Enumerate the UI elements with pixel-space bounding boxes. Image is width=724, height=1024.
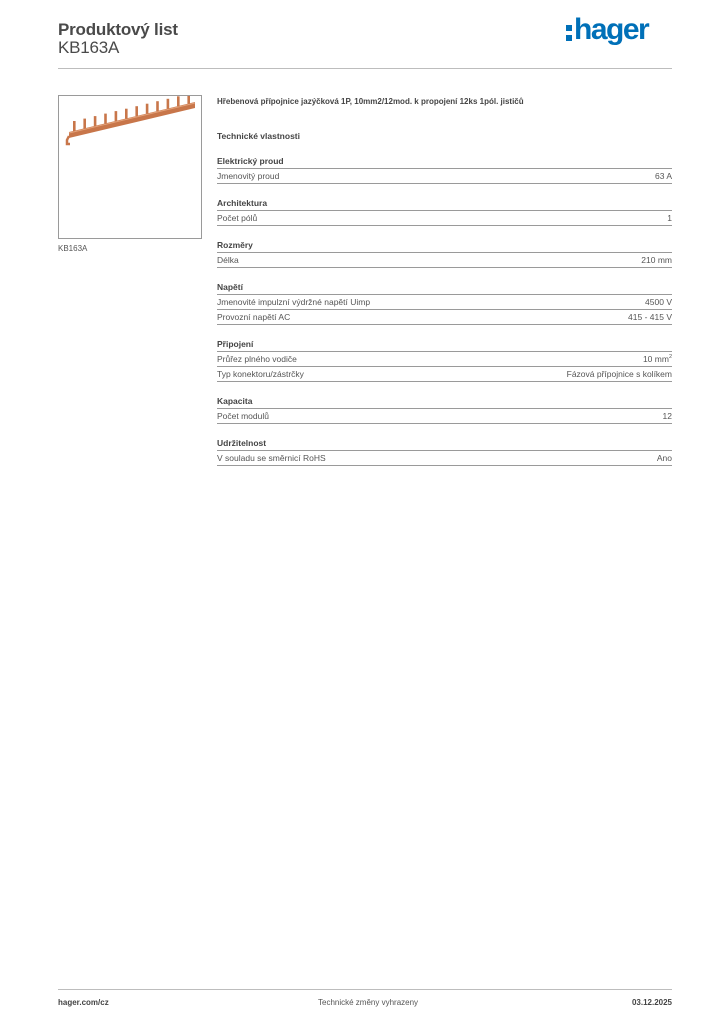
section-title: Udržitelnost	[217, 437, 672, 451]
busbar-pin	[177, 96, 180, 106]
spec-value-text: 1	[667, 213, 672, 223]
spec-label: Průřez plného vodiče	[217, 354, 297, 364]
product-code: KB163A	[58, 38, 120, 57]
spec-row	[217, 352, 672, 367]
comb-busbar-icon	[59, 96, 201, 238]
busbar-highlight	[69, 103, 195, 133]
spec-value-text: 12	[662, 411, 672, 421]
busbar-pin	[73, 121, 76, 131]
spec-value	[657, 451, 672, 465]
spec-row	[217, 295, 672, 310]
spec-row	[217, 169, 672, 184]
image-caption: KB163A	[58, 244, 88, 253]
spec-sections	[217, 155, 672, 466]
document-title: Produktový list	[58, 20, 178, 39]
spec-section	[217, 437, 672, 466]
busbar-pin	[156, 101, 159, 111]
spec-label: Délka	[217, 255, 239, 265]
spec-row	[217, 451, 672, 466]
spec-value	[663, 409, 672, 423]
section-title: Kapacita	[217, 395, 672, 409]
spec-value	[567, 367, 672, 381]
spec-value-text: 415 - 415 V	[628, 312, 672, 322]
spec-value-text: 210 mm	[641, 255, 672, 265]
spec-row	[217, 409, 672, 424]
busbar-pin	[94, 116, 97, 126]
busbar-pin	[115, 111, 118, 121]
spec-section	[217, 197, 672, 226]
section-title: Rozměry	[217, 239, 672, 253]
section-title: Napětí	[217, 281, 672, 295]
spec-row	[217, 253, 672, 268]
footer-website[interactable]: hager.com/cz	[58, 998, 109, 1007]
spec-value	[628, 310, 672, 324]
spec-row	[217, 211, 672, 226]
section-title: Připojení	[217, 338, 672, 352]
spec-section	[217, 395, 672, 424]
hager-logo	[566, 13, 658, 47]
spec-row	[217, 367, 672, 382]
section-title: Elektrický proud	[217, 155, 672, 169]
spec-label: Typ konektoru/zástrčky	[217, 369, 304, 379]
spec-value-text: 4500 V	[645, 297, 672, 307]
spec-value	[645, 295, 672, 309]
busbar-pin	[125, 109, 128, 119]
spec-label: Počet pólů	[217, 213, 258, 223]
spec-content	[217, 96, 672, 466]
spec-row	[217, 310, 672, 325]
footer-notice: Technické změny vyhrazeny	[318, 998, 419, 1007]
section-title: Architektura	[217, 197, 672, 211]
spec-label: Provozní napětí AC	[217, 312, 291, 322]
product-image	[58, 95, 202, 239]
spec-value-superscript: 2	[668, 354, 672, 361]
busbar-pin	[135, 106, 138, 116]
spec-value	[667, 211, 672, 225]
spec-value	[643, 352, 672, 366]
spec-label: Jmenovitý proud	[217, 171, 280, 181]
logo-dots-icon	[566, 25, 572, 43]
spec-section	[217, 281, 672, 325]
spec-value	[655, 169, 672, 183]
spec-label: Počet modulů	[217, 411, 269, 421]
tech-heading: Technické vlastnosti	[217, 131, 300, 141]
product-description: Hřebenová přípojnice jazýčková 1P, 10mm2/12mod. k propojení 12ks 1pól. jističů	[217, 97, 524, 106]
spec-value	[641, 253, 672, 267]
busbar-pin	[104, 114, 107, 124]
spec-label: V souladu se směrnicí RoHS	[217, 453, 326, 463]
busbar-end-hook	[67, 136, 70, 144]
header-divider	[58, 68, 672, 69]
spec-value-text: 10 mm	[642, 354, 669, 364]
busbar-pin	[167, 99, 170, 109]
spec-value-text: 63 A	[654, 171, 672, 181]
spec-value-text: Fázová přípojnice s kolíkem	[566, 369, 672, 379]
spec-label: Jmenovité impulzní výdržné napětí Uimp	[217, 297, 371, 307]
spec-section	[217, 338, 672, 382]
footer-divider	[58, 989, 672, 990]
footer-date: 03.12.2025	[631, 998, 672, 1007]
spec-section	[217, 155, 672, 184]
spec-section	[217, 239, 672, 268]
busbar-pin	[187, 96, 190, 104]
busbar-pin	[83, 119, 86, 129]
busbar-pin	[146, 104, 149, 114]
logo-wordmark: hager	[574, 13, 649, 46]
spec-value-text: Ano	[656, 453, 672, 463]
